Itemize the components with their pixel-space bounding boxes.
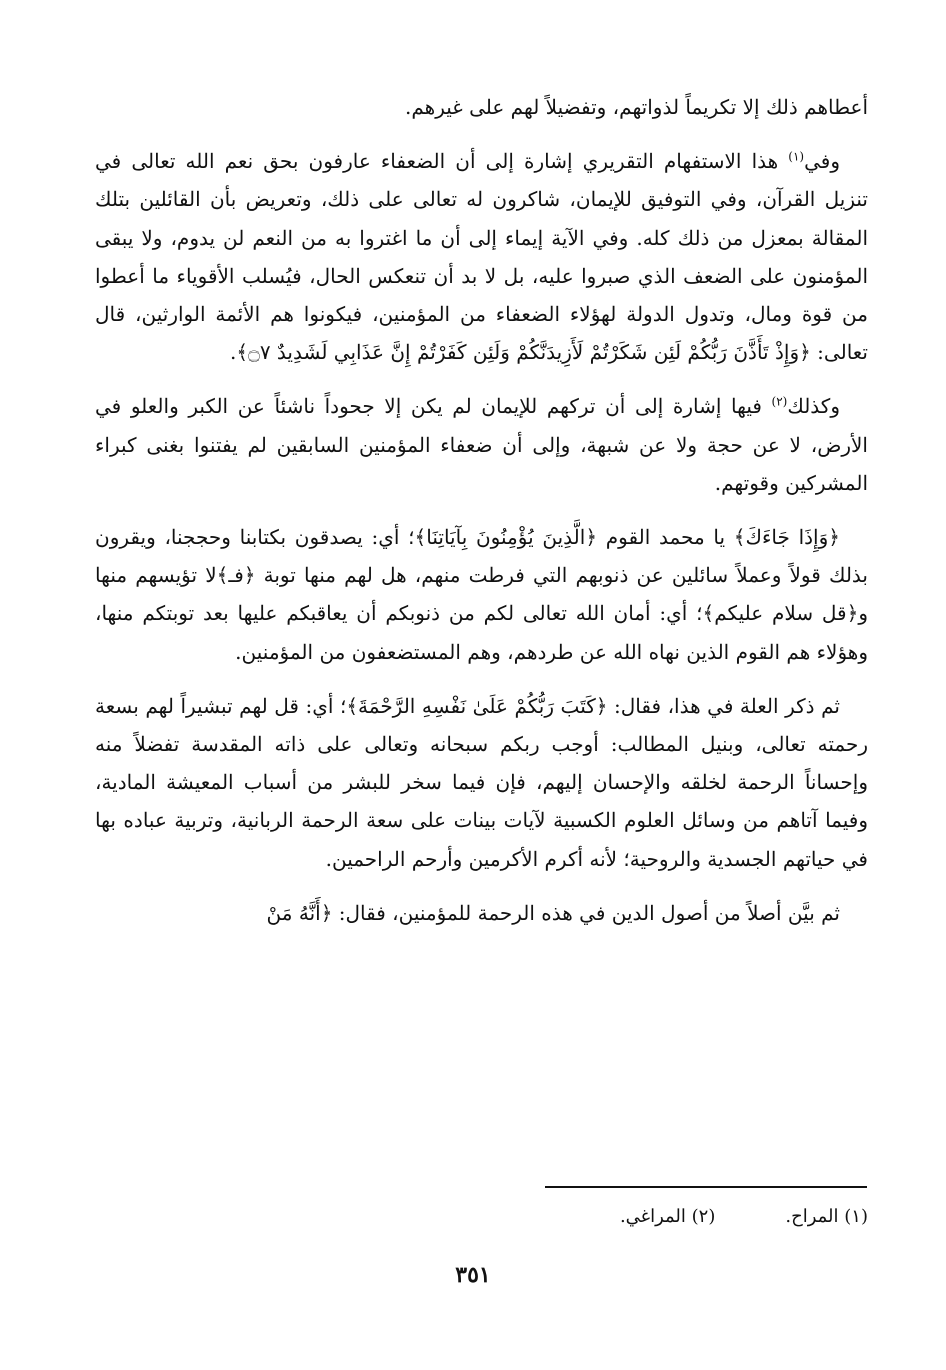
page-number: ٣٥١ <box>455 1262 491 1288</box>
paragraph <box>95 518 868 671</box>
text-run: وكذلك <box>787 394 840 419</box>
quran-verse: ﴿قل سلام عليكم﴾ <box>702 601 859 626</box>
footnotes <box>368 1206 868 1227</box>
text-run: . <box>230 340 237 365</box>
paragraph <box>95 687 868 878</box>
text-run: ؛ أي: قل لهم تبشيراً لهم بسعة رحمته تعالى، وبنيل المطالب: أوجب ربكم سبحانه وتعالى على ذاته المقدسة تفضلاً منه وإحساناً الرحمة لخلقه والإحسان إليهم، فإن فيما سخر للبشر من أسباب المعيشة المادية، وفيما آتاهم من وسائل العلوم الكسبية لآيات بينات على سعة الرحمة الربانية، وتربية عباده بها في حياتهم الجسدية والروحية؛ لأنه أكرم الأكرمين وأرحم الراحمين. <box>95 693 868 871</box>
text-run: فيها إشارة إلى أن تركهم للإيمان لم يكن إلا جحوداً ناشئاً عن الكبر والعلو في الأرض، لا عن حجة ولا عن شبهة، وإلى أن ضعفاء المؤمنين السابقين لم يفتنوا بغنى كبراء المشركين وقوتهم. <box>95 394 868 495</box>
text-run: هذا الاستفهام التقريري إشارة إلى أن الضعفاء عارفون بحق نعم الله تعالى في تنزيل القرآن، وفي التوفيق للإيمان، شاكرون له تعالى على ذلك، وتعريض بأن القائلين بتلك المقالة بمعزل من ذلك كله. وفي الآية إيماء إلى أن ما اغتروا به من النعم لن يدوم، ولا يبقى المؤمنون على الضعف الذي صبروا عليه، بل لا بد أن تنعكس الحال، فيُسلب الأقوياء ما أعطوا من قوة ومال، وتدول الدولة لهؤلاء الضعفاء من المؤمنين، فيكونوا هم الأئمة الوارثين، قال تعالى: <box>95 149 868 365</box>
text-run: لا تؤيسهم منها و <box>95 563 868 626</box>
text-run: وفي <box>804 149 840 174</box>
footnote-ref: (٢) <box>771 394 788 409</box>
text-run: ؛ أي: يصدقون بكتابنا وحججنا، ويقرون بذلك قولاً وعملاً سائلين عن ذنوبهم التي فرطت منهم، هل لهم منها توبة <box>95 525 868 588</box>
text-run: ثم بيَّن أصلاً من أصول الدين في هذه الرحمة للمؤمنين، فقال: <box>332 900 840 925</box>
footnote-1: (١) المراح. <box>785 1206 868 1227</box>
footnote-ref: (١) <box>788 149 805 164</box>
quran-verse: ﴿الَّذِينَ يُؤْمِنُونَ بِآيَاتِنَا﴾ <box>414 525 598 550</box>
quran-verse: ﴿كَتَبَ رَبُّكُمْ عَلَىٰ نَفْسِهِ الرَّحْمَةَ﴾ <box>346 693 608 718</box>
quran-verse: ﴿أَنَّهُ مَنْ <box>266 900 333 925</box>
footnote-2: (٢) المراغي. <box>619 1206 716 1227</box>
footnote-separator <box>545 1186 867 1188</box>
paragraph <box>95 387 868 502</box>
quran-verse: ﴿وَإِذْ تَأَذَّنَ رَبُّكُمْ لَئِن شَكَرْتُمْ لَأَزِيدَنَّكُمْ وَلَئِن كَفَرْتُمْ إِنَّ عَذَابِي لَشَدِيدٌ ۝٧﴾ <box>236 340 811 365</box>
text-run: أعطاهم ذلك إلا تكريماً لذواتهم، وتفضيلاً لهم على غيرهم. <box>405 95 868 119</box>
paragraph <box>95 142 868 371</box>
paragraph <box>95 88 868 126</box>
quran-verse: ﴿وَإِذَا جَاءَكَ﴾ <box>733 525 840 550</box>
paragraph <box>95 894 868 932</box>
text-run: يا محمد القوم <box>597 525 734 550</box>
quran-verse: ﴿فـ﴾ <box>216 563 256 588</box>
text-run: ؛ أي: أمان الله تعالى لكم من ذنوبكم أن يعاقبكم عليها بعد توبتكم منها، وهؤلاء هم القوم الذين نهاه الله عن طردهم، وهم المستضعفون من المؤمنين. <box>95 601 868 664</box>
text-run: ثم ذكر العلة في هذا، فقال: <box>607 693 840 718</box>
body-text <box>95 88 868 948</box>
